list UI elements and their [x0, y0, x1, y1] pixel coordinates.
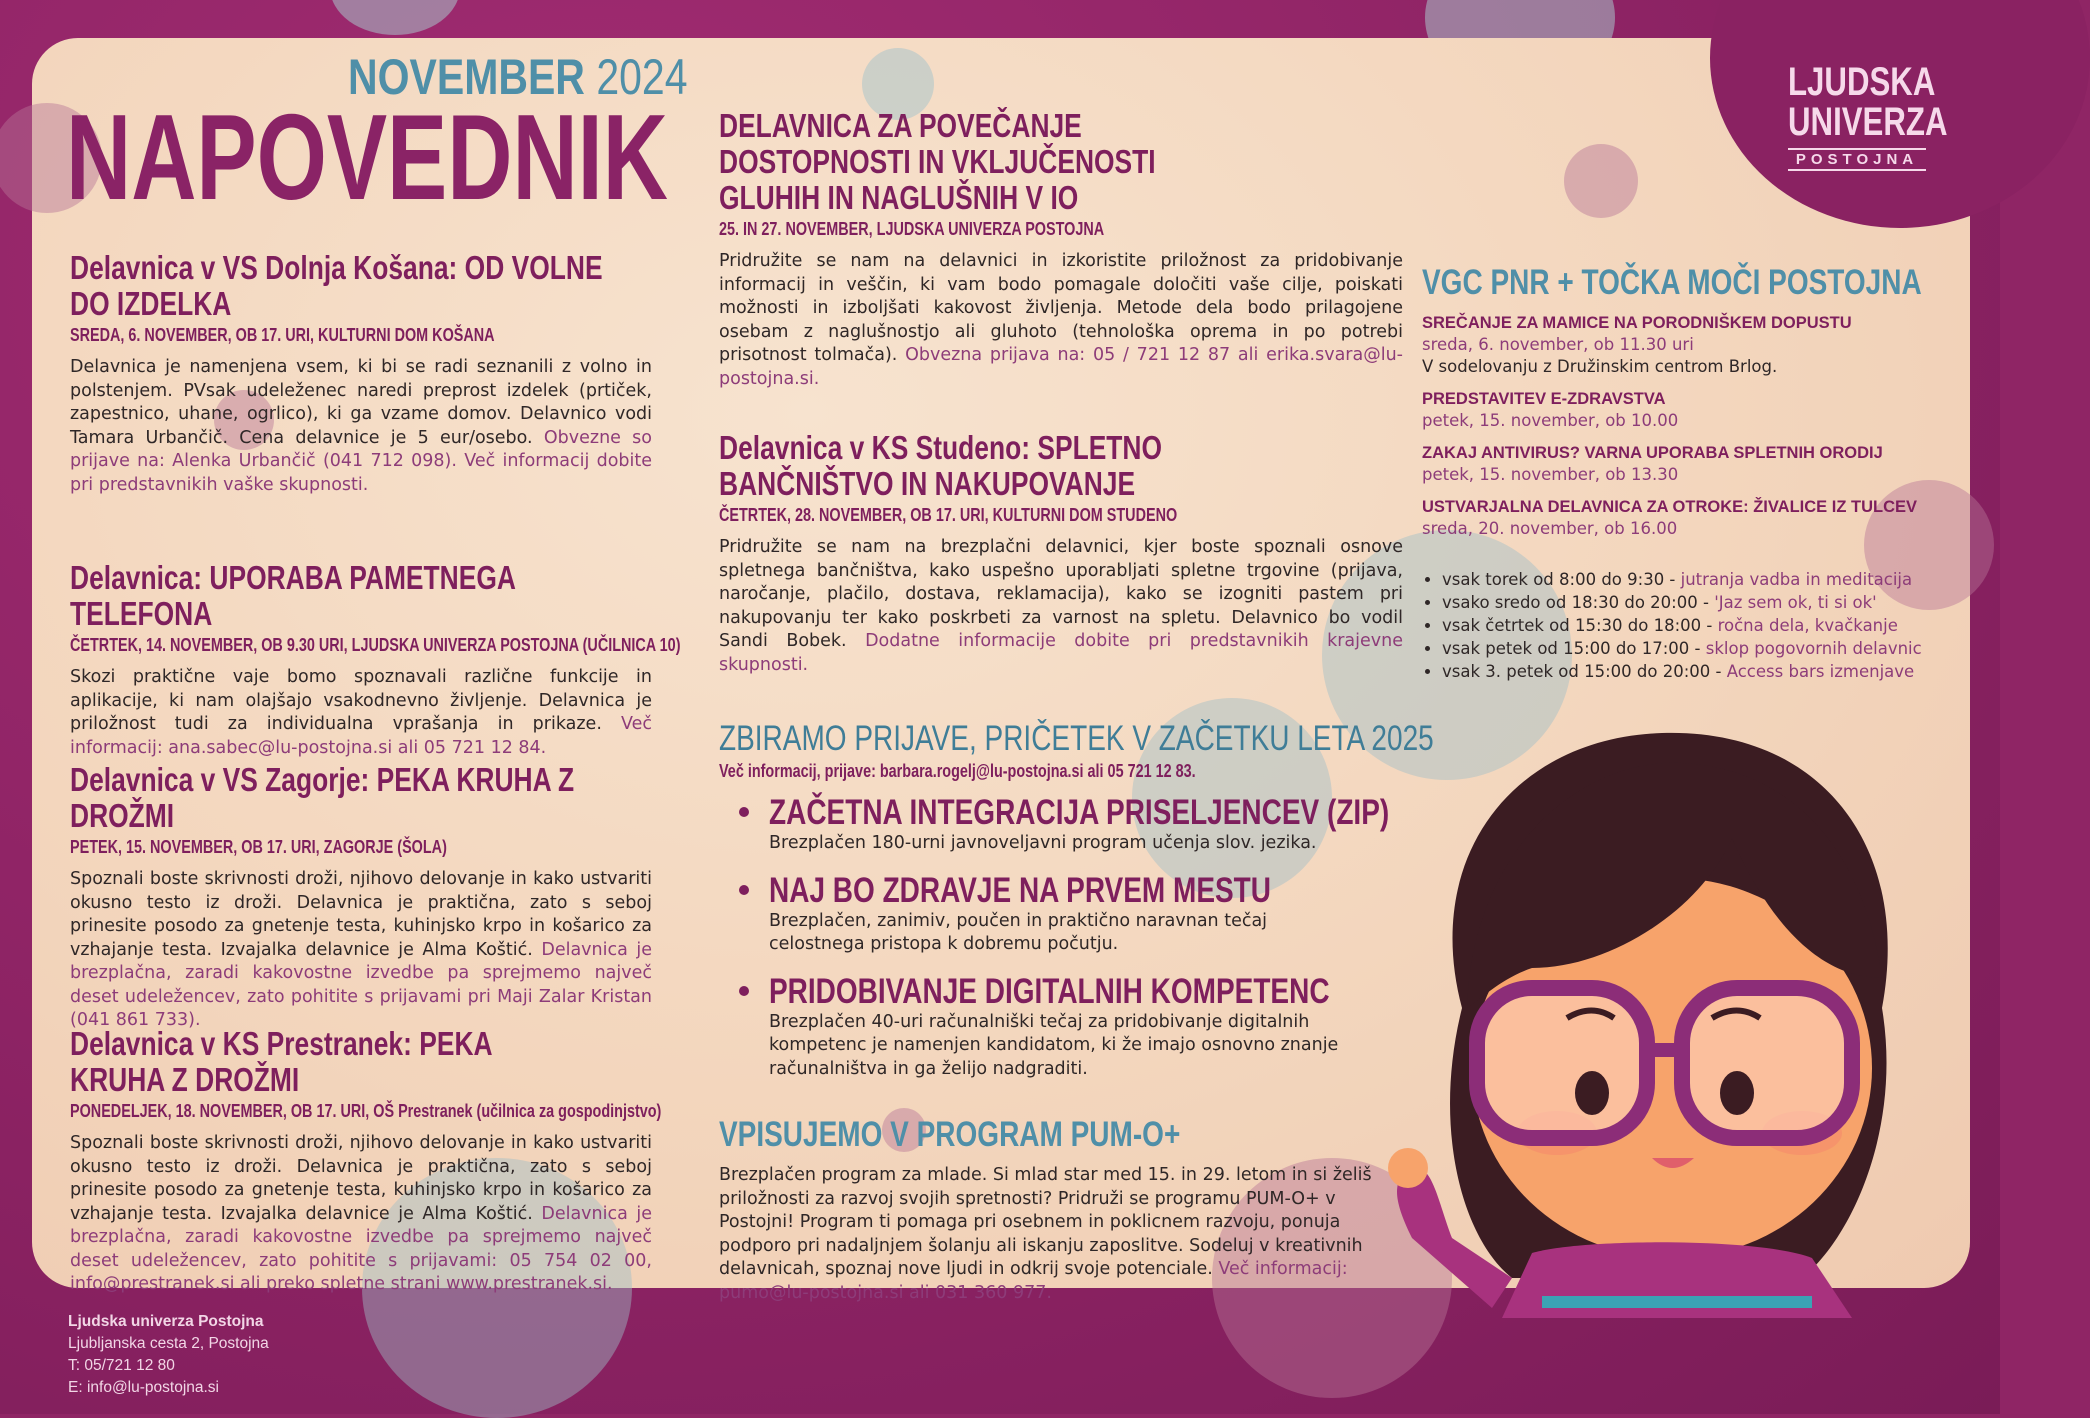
- right-column: [1422, 264, 1962, 683]
- program-title: PRIDOBIVANJE DIGITALNIH KOMPETENC: [769, 971, 1330, 1011]
- event-body: [70, 356, 652, 497]
- program-item: [739, 794, 1403, 856]
- zbiramo-prijave: [719, 719, 1434, 1081]
- event-description: Pridružite se nam na brezplačni delavnici, kjer boste spoznali osnove spletnega bančništva, kako uspešno uporabljati spletne trgovine (prijava, naročanje, plačilo, dostava, reklamacija), kako se izogniti pastem pri nakupovanju ter kako poskrbeti za varnost na spletu. Delavnico bo vodil Sandi Bobek.: [719, 537, 1403, 651]
- event-studeno: [719, 430, 1403, 677]
- event-description: Spoznali boste skrivnosti droži, njihovo delovanje in kako ustvariti okusno testo iz droži. Delavnica je praktična, zato s seboj prinesite posodo za gnetenje testa, kuhinjsko krpo in košarico za vzhajanje testa. Izvajalka delavnice je Alma Koštić.: [70, 1133, 652, 1224]
- event-meta: SREDA, 6. NOVEMBER, OB 17. URI, KULTURNI DOM KOŠANA: [70, 325, 495, 345]
- event-meta: ČETRTEK, 28. NOVEMBER, OB 17. URI, KULTURNI DOM STUDENO: [719, 505, 1178, 525]
- event-description: Pridružite se nam na delavnici in izkoristite priložnost za pridobivanje informacij in veščin, ki vam bodo pomagale določiti vaše cilje, poiskati možnosti in izboljšati kakovost življenja. Metode dela bodo prilagojene osebam z naglušnostjo ali gluhoto (tehnološka oprema in po potrebi prisotnost tolmača).: [719, 251, 1403, 365]
- weekly-when: vsak četrtek od 15:30 do 18:00 -: [1442, 616, 1718, 635]
- program-title: ZAČETNA INTEGRACIJA PRISELJENCEV (ZIP): [769, 793, 1390, 832]
- event-contact: Več informacij: ana.sabec@lu-postojna.si ali 05 721 12 84.: [70, 714, 652, 758]
- event-meta: ČETRTEK, 14. NOVEMBER, OB 9.30 URI, LJUDSKA UNIVERZA POSTOJNA (UČILNICA 10): [70, 635, 681, 655]
- event-body: [70, 666, 652, 760]
- event-dolnja-kosana: [70, 250, 652, 497]
- vgc-event-date: petek, 15. november, ob 10.00: [1422, 411, 1679, 430]
- bullet: [739, 885, 749, 895]
- weekly-when: vsak 3. petek od 15:00 do 20:00 -: [1442, 662, 1727, 681]
- program-text: Brezplačen 180-urni javnoveljavni program učenja slov. jezika.: [769, 833, 1317, 853]
- decor-bubble: [1564, 144, 1638, 218]
- vgc-event-date: sreda, 6. november, ob 11.30 uri: [1422, 335, 1694, 354]
- footer-phone: T: 05/721 12 80: [68, 1357, 175, 1374]
- section-description: Brezplačen program za mlade. Si mlad star med 15. in 29. letom in si želiš priložnosti za razvoj svojih spretnosti? Pridruži se programu PUM-O+ v Postojni! Program ti pomaga pri osebnem in poklicnem razvoju, ponuja podporo pri nadaljnjem šolanju ali iskanju zaposlitve. Sodeluj v kreativnih delavnicah, spoznaj nove ljudi in odkrij svoje potenciale.: [719, 1165, 1372, 1279]
- girl-illustration: [1382, 678, 1942, 1318]
- event-contact: Dodatne informacije dobite pri predstavnikih krajevne skupnosti.: [719, 631, 1403, 675]
- event-gluhi-naglusni: [719, 108, 1403, 391]
- event-prestranek: [70, 1025, 662, 1297]
- glasses-left-lens: [1477, 988, 1647, 1138]
- event-contact: Delavnica je brezplačna, zaradi kakovostne izvedbe pa sprejmemo največ deset udeležencev, zato pohitite s prijavami pri Maji Zalar Kristan (041 861 733).: [70, 939, 652, 1030]
- event-title: Delavnica v KS Prestranek: PEKA KRUHA Z DROŽMI: [70, 1025, 492, 1098]
- decor-bubble: [330, 0, 460, 35]
- vgc-event: [1422, 496, 1962, 540]
- content-panel: [32, 38, 1970, 1303]
- vgc-event-date: petek, 15. november, ob 13.30: [1422, 465, 1679, 484]
- program-title: NAJ BO ZDRAVJE NA PRVEM MESTU: [769, 870, 1271, 910]
- belt: [1542, 1296, 1812, 1308]
- vgc-event: [1422, 312, 1962, 378]
- page-title: NAPOVEDNIK: [66, 89, 668, 225]
- program-item: [739, 973, 1403, 1082]
- program-text: Brezplačen 40-uri računalniški tečaj za pridobivanje digitalnih kompetenc je namenjen kandidatom, ki že imajo osnovno znanje računalništva in ga želijo nadgraditi.: [769, 1011, 1339, 1079]
- event-meta: PETEK, 15. NOVEMBER, OB 17. URI, ZAGORJE (ŠOLA): [70, 837, 447, 857]
- vgc-event-title: SREČANJE ZA MAMICE NA PORODNIŠKEM DOPUSTU: [1422, 314, 1852, 332]
- vgc-event-title: USTVARJALNA DELAVNICA ZA OTROKE: ŽIVALICE IZ TULCEV: [1422, 498, 1917, 516]
- event-body: [719, 250, 1403, 391]
- event-contact: Obvezne so prijave na: Alenka Urbančič (041 712 098). Več informacij dobite pri predstavnikih vaške skupnosti.: [70, 427, 652, 495]
- bullet: [739, 986, 749, 996]
- section-title: ZBIRAMO PRIJAVE, PRIČETEK V ZAČETKU LETA 2025: [719, 719, 1434, 758]
- weekly-when: vsako sredo od 18:30 do 20:00 -: [1442, 593, 1715, 612]
- event-body: [719, 536, 1403, 677]
- program-text: Brezplačen, zanimiv, poučen in praktično naravnan tečaj celostnega pristopa k dobremu počutju.: [769, 910, 1268, 954]
- vgc-event: [1422, 388, 1962, 432]
- weekly-item: [1442, 591, 1962, 614]
- weekly-what: sklop pogovornih delavnic: [1705, 639, 1922, 658]
- section-contact: Več informacij: pumo@lu-postojna.si ali 031 360 977.: [719, 1259, 1348, 1303]
- event-pametni-telefon: [70, 559, 681, 760]
- weekly-when: vsak torek od 8:00 do 9:30 -: [1442, 570, 1681, 589]
- logo-line-3: POSTOJNA: [1788, 148, 1926, 171]
- event-description: Skozi praktične vaje bomo spoznavali različne funkcije in aplikacije, ki nam olajšajo vsakodnevno življenje. Delavnica je priložnost tudi za individualna vprašanja in prikaze.: [70, 667, 652, 734]
- footer-address: Ljubljanska cesta 2, Postojna: [68, 1335, 269, 1352]
- vgc-event: [1422, 442, 1962, 486]
- weekly-schedule: [1422, 568, 1962, 683]
- logo: [1788, 60, 1948, 171]
- weekly-item: [1442, 614, 1962, 637]
- event-meta: PONEDELJEK, 18. NOVEMBER, OB 17. URI, OŠ Prestranek (učilnica za gospodinjstvo): [70, 1101, 662, 1121]
- footer-org: Ljudska univerza Postojna: [68, 1313, 264, 1330]
- eye-left: [1575, 1071, 1609, 1115]
- footer-email: E: info@lu-postojna.si: [68, 1379, 220, 1396]
- weekly-when: vsak petek od 15:00 do 17:00 -: [1442, 639, 1706, 658]
- vgc-event-note: V sodelovanju z Družinskim centrom Brlog.: [1422, 357, 1778, 376]
- year-label: 2024: [596, 49, 688, 105]
- event-meta: 25. IN 27. NOVEMBER, LJUDSKA UNIVERZA POSTOJNA: [719, 219, 1105, 239]
- event-title: Delavnica v VS Dolnja Košana: OD VOLNE DO IZDELKA: [70, 249, 603, 322]
- footer: [68, 1311, 269, 1399]
- weekly-item: [1442, 660, 1962, 683]
- weekly-what: 'Jaz sem ok, ti si ok': [1714, 593, 1877, 612]
- weekly-what: jutranja vadba in meditacija: [1680, 570, 1913, 589]
- event-contact: Obvezna prijava na: 05 / 721 12 87 ali erika.svara@lu-postojna.si.: [719, 345, 1403, 389]
- program-list: [719, 794, 1403, 1081]
- eye-right: [1720, 1071, 1754, 1115]
- event-title: Delavnica v KS Studeno: SPLETNO BANČNIŠTVO IN NAKUPOVANJE: [719, 429, 1163, 502]
- vpis-pum: [719, 1116, 1403, 1305]
- event-description: Delavnica je namenjena vsem, ki bi se radi seznanili z volno in polstenjem. PVsak udeleženec naredi preprost izdelek (prtiček, zapestnico, uhane, ogrlico), ki ga vzame domov. Delavnico vodi Tamara Urbančič. Cena delavnice je 5 eur/osebo.: [70, 357, 652, 448]
- event-contact: Delavnica je brezplačna, zaradi kakovostne izvedbe pa sprejmemo največ deset udeležencev, zato pohitite s prijavami: 05 754 02 00, info@prestranek.si ali preko spletne strani www.prestranek.si.: [70, 1203, 652, 1294]
- weekly-what: Access bars izmenjave: [1726, 662, 1915, 681]
- logo-line-1: LJUDSKA: [1788, 60, 1936, 104]
- event-title: Delavnica: UPORABA PAMETNEGA TELEFONA: [70, 559, 515, 632]
- section-title: VPISUJEMO V PROGRAM PUM-O+: [719, 1115, 1181, 1154]
- event-zagorje: [70, 762, 652, 1033]
- event-body: [70, 1132, 652, 1297]
- vgc-event-title: ZAKAJ ANTIVIRUS? VARNA UPORABA SPLETNIH ORODIJ: [1422, 444, 1883, 462]
- section-title: VGC PNR + TOČKA MOČI POSTOJNA: [1422, 263, 1922, 302]
- weekly-what: ročna dela, kvačkanje: [1717, 616, 1898, 635]
- program-item: [739, 872, 1403, 957]
- section-meta: Več informacij, prijave: barbara.rogelj@lu-postojna.si ali 05 721 12 83.: [719, 761, 1196, 781]
- logo-line-2: UNIVERZA: [1788, 100, 1948, 144]
- bullet: [739, 807, 749, 817]
- event-title: DELAVNICA ZA POVEČANJE DOSTOPNOSTI IN VKLJUČENOSTI GLUHIH IN NAGLUŠNIH V IO: [719, 107, 1156, 216]
- glasses-bridge: [1644, 1043, 1684, 1057]
- weekly-item: [1442, 568, 1962, 591]
- event-description: Spoznali boste skrivnosti droži, njihovo delovanje in kako ustvariti okusno testo iz droži. Delavnica je praktična, zato s seboj prinesite posodo za gnetenje testa, kuhinjsko krpo in košarico za vzhajanje testa. Izvajalka delavnice je Alma Koštić.: [70, 869, 652, 960]
- vgc-event-date: sreda, 20. november, ob 16.00: [1422, 519, 1678, 538]
- event-title: Delavnica v VS Zagorje: PEKA KRUHA Z DROŽMI: [70, 761, 575, 834]
- event-list: [1422, 312, 1962, 540]
- month-label: NOVEMBER: [348, 49, 585, 105]
- event-body: [70, 868, 652, 1033]
- glasses-right-lens: [1682, 988, 1852, 1138]
- weekly-item: [1442, 637, 1962, 660]
- vgc-event-title: PREDSTAVITEV E-ZDRAVSTVA: [1422, 390, 1666, 408]
- section-body: [719, 1164, 1403, 1305]
